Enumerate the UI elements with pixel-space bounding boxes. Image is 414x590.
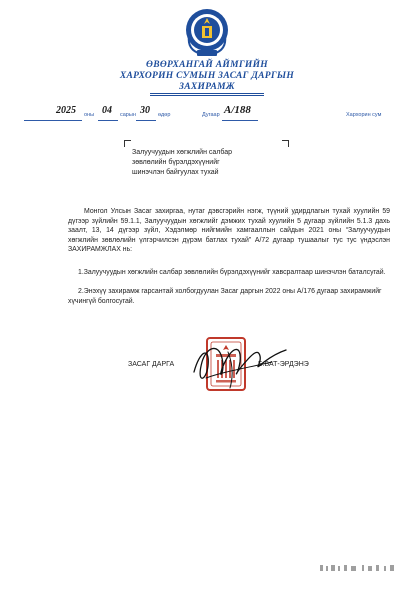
number-underline [222,120,258,121]
header-divider-double [150,95,264,96]
handwritten-signature [176,332,296,396]
place-label: Хархорин сум [346,112,382,118]
state-emblem-icon [183,6,231,58]
signatory-name: Б.БАТ-ЭРДЭНЭ [258,361,309,368]
handwritten-number: А/188 [224,104,251,116]
document-type: ЗАХИРАМЖ [179,82,235,92]
month-underline [98,120,118,121]
title-line-3: шинэчлэн байгуулах тухай [132,169,219,176]
issuing-authority: ХАРХОРИН СУМЫН ЗАСАГ ДАРГЫН [119,71,295,81]
title-corner-tl [124,140,131,147]
handwritten-year: 2025 [56,105,76,116]
title-line-2: зөвлөлийн бүрэлдэхүүнийг [132,159,220,166]
header-divider [150,93,264,94]
body-paragraph-1: Монгол Улсын Засаг захиргаа, нутаг дэвсгэрийн нэгж, түүний удирдлагын тухай хуулийн 59 дүгээр зүйлийн 59.1.1, Залуучуудын хөгжлийг дэмжих тухай хуулийн 5 дугаар зүйлийн 5.1.3 дахь заалт, 13, 14 дүгээр зүйл, Хэдэлмөр нийгмийн хамгааллын сайдын 2021 оны “Залуучуудын хөгжлийн зөвлөлийн үлгэрчилсэн дүрэм батлах тухай” А/72 дугаар тушаалыг тус тус үндэслэн ЗАХИРАМЖЛАХ нь: [68,208,390,254]
title-line-1: Залуучуудын хөгжлийн салбар [132,149,233,156]
title-corner-tr [282,140,289,147]
day-suffix: өдөр [158,112,171,118]
body-paragraph-3: 2.Энэхүү захирамж гарсантай холбогдуулан Засаг даргын 2022 оны А/176 дугаар захирамжийг хүчингүй болгосугай. [68,288,382,305]
verification-stamp-icon [318,562,398,574]
year-underline [24,120,82,121]
document-title [132,148,232,178]
signatory-title: ЗАСАГ ДАРГА [128,361,175,368]
number-label: Дугаар [202,112,220,118]
handwritten-month: 04 [102,105,112,116]
date-line [22,104,402,121]
issuing-province: ӨВӨРХАНГАЙ АЙМГИЙН [146,60,268,70]
month-suffix: сарын [120,112,136,118]
day-underline [136,120,156,121]
handwritten-day: 30 [140,105,150,116]
body-paragraph-2: 1.Залуучуудын хөгжлийн салбар зөвлөлийн бүрэлдэхүүнийг хавсралтаар шинэчлэн баталсугай. [78,269,386,276]
year-suffix: оны [84,112,95,118]
